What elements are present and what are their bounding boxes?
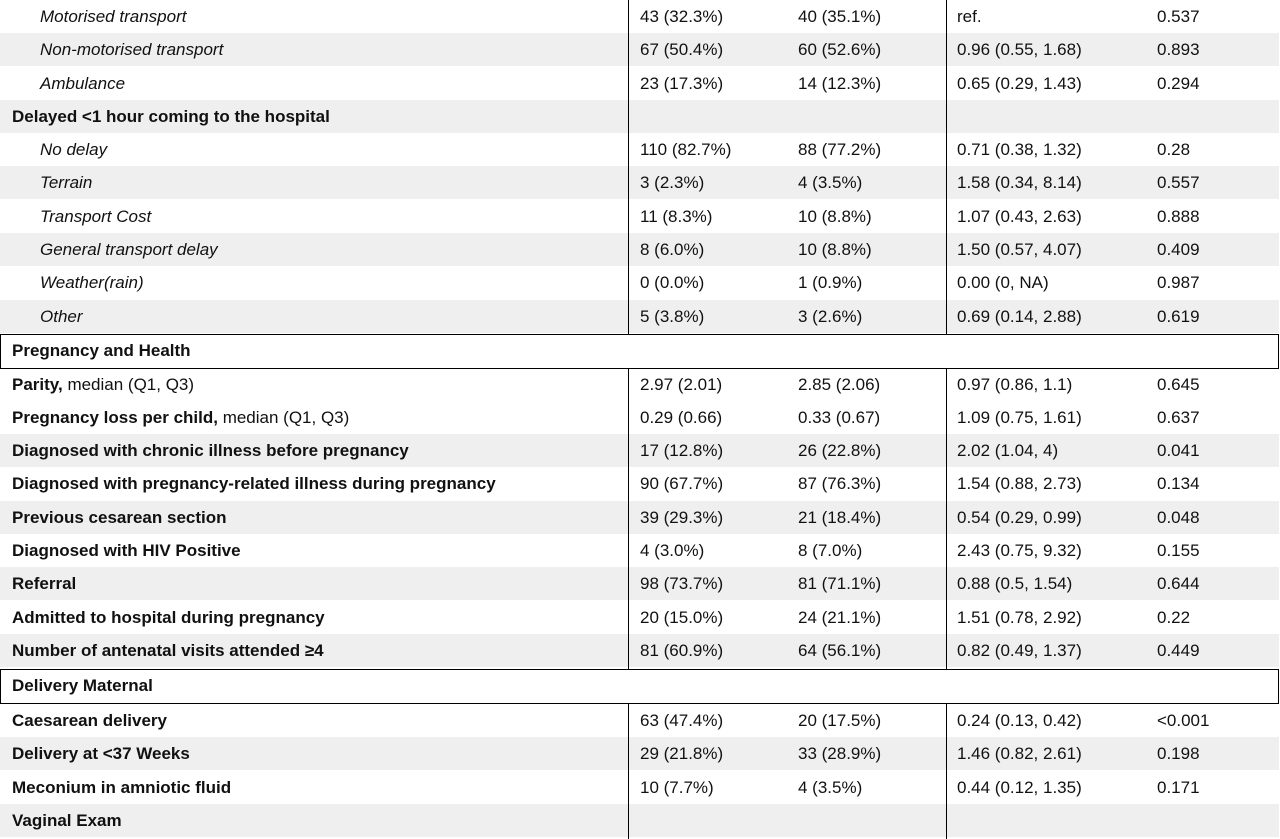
p-value: 0.409: [1157, 240, 1200, 259]
p-value: 0.048: [1157, 508, 1200, 527]
section-title: [12, 334, 191, 368]
row-label-text: Pregnancy loss per child,: [12, 408, 218, 427]
group2-value: 10 (8.8%): [798, 207, 872, 226]
section-header-row: [0, 669, 1279, 703]
odds-ratio-ci: ref.: [957, 7, 982, 26]
odds-ratio-ci: 1.46 (0.82, 2.61): [957, 744, 1082, 763]
row-label-text: Parity,: [12, 375, 63, 394]
row-label: [12, 401, 349, 434]
group1-value: 20 (15.0%): [640, 608, 724, 627]
odds-ratio-ci: 1.07 (0.43, 2.63): [957, 207, 1082, 226]
group2-value: 10 (8.8%): [798, 240, 872, 259]
column-divider: [946, 368, 947, 669]
p-value: 0.22: [1157, 608, 1191, 627]
divider: [0, 368, 1279, 369]
group1-value: 0.29 (0.66): [640, 408, 723, 427]
table-border: [0, 669, 1, 703]
odds-ratio-ci: 1.54 (0.88, 2.73): [957, 474, 1082, 493]
table-row: [0, 771, 1279, 804]
table-row: [0, 804, 1279, 837]
row-label-text: Vaginal Exam: [12, 811, 122, 830]
table-row: [0, 200, 1279, 233]
row-label: [12, 100, 330, 133]
group1-value: 67 (50.4%): [640, 40, 724, 59]
row-label-text: Admitted to hospital during pregnancy: [12, 608, 325, 627]
p-value: 0.557: [1157, 173, 1200, 192]
row-label-text: Diagnosed with chronic illness before pregnancy: [12, 441, 409, 460]
row-label: [12, 737, 190, 770]
row-label-text: Ambulance: [40, 74, 126, 93]
p-value: 0.645: [1157, 375, 1200, 394]
group2-value: 33 (28.9%): [798, 744, 882, 763]
row-label-text: Number of antenatal visits attended ≥4: [12, 641, 324, 660]
p-value: 0.987: [1157, 273, 1200, 292]
row-label: [12, 634, 324, 667]
group1-value: 63 (47.4%): [640, 711, 724, 730]
group2-value: 81 (71.1%): [798, 574, 882, 593]
p-value: 0.637: [1157, 408, 1200, 427]
p-value: 0.449: [1157, 641, 1200, 660]
row-label-text: No delay: [40, 140, 108, 159]
row-label: [40, 33, 223, 66]
row-label-suffix: median (Q1, Q3): [217, 408, 350, 427]
p-value: 0.28: [1157, 140, 1191, 159]
row-label: [40, 266, 144, 299]
row-label: [40, 0, 186, 33]
row-label: [12, 368, 194, 401]
odds-ratio-ci: 1.09 (0.75, 1.61): [957, 408, 1082, 427]
row-label: [40, 166, 92, 199]
odds-ratio-ci: 0.88 (0.5, 1.54): [957, 574, 1073, 593]
p-value: 0.171: [1157, 778, 1200, 797]
table-border: [0, 334, 1, 368]
row-label: [12, 501, 227, 534]
row-label: [40, 300, 83, 333]
row-label: [40, 233, 218, 266]
divider: [0, 703, 1279, 704]
table-row: [0, 567, 1279, 600]
row-label: [12, 804, 122, 837]
row-label-text: Terrain: [40, 173, 93, 192]
odds-ratio-ci: 2.43 (0.75, 9.32): [957, 541, 1082, 560]
section-header-row: [0, 334, 1279, 368]
odds-ratio-ci: 1.51 (0.78, 2.92): [957, 608, 1082, 627]
group1-value: 2.97 (2.01): [640, 375, 723, 394]
row-label-text: Non-motorised transport: [40, 40, 224, 59]
group2-value: 24 (21.1%): [798, 608, 882, 627]
odds-ratio-ci: 0.54 (0.29, 0.99): [957, 508, 1082, 527]
row-label-text: Other: [40, 307, 83, 326]
odds-ratio-ci: 0.24 (0.13, 0.42): [957, 711, 1082, 730]
group1-value: 39 (29.3%): [640, 508, 724, 527]
group2-value: 2.85 (2.06): [798, 375, 881, 394]
row-label-text: Previous cesarean section: [12, 508, 227, 527]
row-label: [12, 601, 325, 634]
row-label: [40, 200, 151, 233]
group2-value: 0.33 (0.67): [798, 408, 881, 427]
group2-value: 88 (77.2%): [798, 140, 882, 159]
odds-ratio-ci: 0.82 (0.49, 1.37): [957, 641, 1082, 660]
group2-value: 4 (3.5%): [798, 173, 863, 192]
group1-value: 4 (3.0%): [640, 541, 705, 560]
row-label-text: Diagnosed with HIV Positive: [12, 541, 241, 560]
odds-ratio-ci: 0.65 (0.29, 1.43): [957, 74, 1082, 93]
group2-value: 64 (56.1%): [798, 641, 882, 660]
group2-value: 21 (18.4%): [798, 508, 882, 527]
group1-value: 10 (7.7%): [640, 778, 714, 797]
row-label: [12, 567, 76, 600]
p-value: 0.155: [1157, 541, 1200, 560]
p-value: 0.198: [1157, 744, 1200, 763]
row-label-text: Delayed <1 hour coming to the hospital: [12, 107, 330, 126]
table-row: [0, 434, 1279, 467]
group1-value: 5 (3.8%): [640, 307, 705, 326]
divider: [0, 669, 1279, 670]
group1-value: 90 (67.7%): [640, 474, 724, 493]
column-divider: [946, 0, 947, 334]
row-label-text: Pregnancy and Health: [12, 341, 191, 360]
table-row: [0, 467, 1279, 500]
row-label: [12, 467, 496, 500]
row-label-text: Delivery at <37 Weeks: [12, 744, 190, 763]
table-row: [0, 166, 1279, 199]
odds-ratio-ci: 0.69 (0.14, 2.88): [957, 307, 1082, 326]
column-divider: [628, 368, 629, 669]
group2-value: 8 (7.0%): [798, 541, 863, 560]
table-row: [0, 100, 1279, 133]
group1-value: 0 (0.0%): [640, 273, 705, 292]
p-value: 0.888: [1157, 207, 1200, 226]
row-label: [12, 434, 409, 467]
group2-value: 26 (22.8%): [798, 441, 882, 460]
table-row: [0, 0, 1279, 33]
column-divider: [628, 0, 629, 334]
group1-value: 43 (32.3%): [640, 7, 724, 26]
divider: [0, 334, 1279, 335]
row-label-text: Motorised transport: [40, 7, 187, 26]
table-row: [0, 233, 1279, 266]
group1-value: 8 (6.0%): [640, 240, 705, 259]
row-label: [40, 133, 107, 166]
group2-value: 14 (12.3%): [798, 74, 882, 93]
section-title: [12, 669, 153, 703]
row-label-text: Referral: [12, 574, 77, 593]
row-label-text: Meconium in amniotic fluid: [12, 778, 232, 797]
group1-value: 11 (8.3%): [640, 207, 713, 226]
group1-value: 98 (73.7%): [640, 574, 724, 593]
p-value: 0.644: [1157, 574, 1200, 593]
p-value: 0.537: [1157, 7, 1200, 26]
group1-value: 81 (60.9%): [640, 641, 724, 660]
group1-value: 29 (21.8%): [640, 744, 724, 763]
odds-ratio-ci: 0.71 (0.38, 1.32): [957, 140, 1082, 159]
row-label-text: Diagnosed with pregnancy-related illness during pregnancy: [12, 474, 496, 493]
table-row: [0, 601, 1279, 634]
table-row: [0, 33, 1279, 66]
row-label: [12, 534, 241, 567]
row-label: [12, 704, 167, 737]
group2-value: 1 (0.9%): [798, 273, 863, 292]
table-row: [0, 737, 1279, 770]
odds-ratio-ci: 1.50 (0.57, 4.07): [957, 240, 1082, 259]
odds-ratio-ci: 0.44 (0.12, 1.35): [957, 778, 1082, 797]
group2-value: 20 (17.5%): [798, 711, 882, 730]
odds-ratio-ci: 0.97 (0.86, 1.1): [957, 375, 1073, 394]
odds-ratio-ci: 1.58 (0.34, 8.14): [957, 173, 1082, 192]
group2-value: 60 (52.6%): [798, 40, 882, 59]
table-row: [0, 300, 1279, 333]
row-label-text: Delivery Maternal: [12, 676, 153, 695]
row-label-text: Weather(rain): [40, 273, 144, 292]
p-value: 0.134: [1157, 474, 1200, 493]
p-value: 0.619: [1157, 307, 1200, 326]
table-row: [0, 133, 1279, 166]
table-row: [0, 501, 1279, 534]
table-border: [1278, 334, 1279, 368]
row-label: [12, 771, 231, 804]
group1-value: 110 (82.7%): [640, 140, 732, 159]
odds-ratio-ci: 0.00 (0, NA): [957, 273, 1049, 292]
p-value: 0.893: [1157, 40, 1200, 59]
row-label-suffix: median (Q1, Q3): [62, 375, 195, 394]
p-value: <0.001: [1157, 711, 1210, 730]
group2-value: 40 (35.1%): [798, 7, 882, 26]
odds-ratio-ci: 0.96 (0.55, 1.68): [957, 40, 1082, 59]
group1-value: 3 (2.3%): [640, 173, 705, 192]
group2-value: 87 (76.3%): [798, 474, 882, 493]
row-label-text: General transport delay: [40, 240, 218, 259]
row-label-text: Transport Cost: [40, 207, 152, 226]
group2-value: 4 (3.5%): [798, 778, 863, 797]
column-divider: [628, 703, 629, 839]
group1-value: 23 (17.3%): [640, 74, 724, 93]
table-row: [0, 368, 1279, 401]
group1-value: 17 (12.8%): [640, 441, 724, 460]
column-divider: [946, 703, 947, 839]
table-row: [0, 634, 1279, 667]
p-value: 0.294: [1157, 74, 1200, 93]
odds-ratio-ci: 2.02 (1.04, 4): [957, 441, 1059, 460]
table-row: [0, 401, 1279, 434]
table-row: [0, 534, 1279, 567]
table-row: [0, 266, 1279, 299]
row-label: [40, 67, 125, 100]
table-border: [1278, 669, 1279, 703]
row-label-text: Caesarean delivery: [12, 711, 167, 730]
group2-value: 3 (2.6%): [798, 307, 863, 326]
table-row: [0, 704, 1279, 737]
table-row: [0, 67, 1279, 100]
p-value: 0.041: [1157, 441, 1200, 460]
